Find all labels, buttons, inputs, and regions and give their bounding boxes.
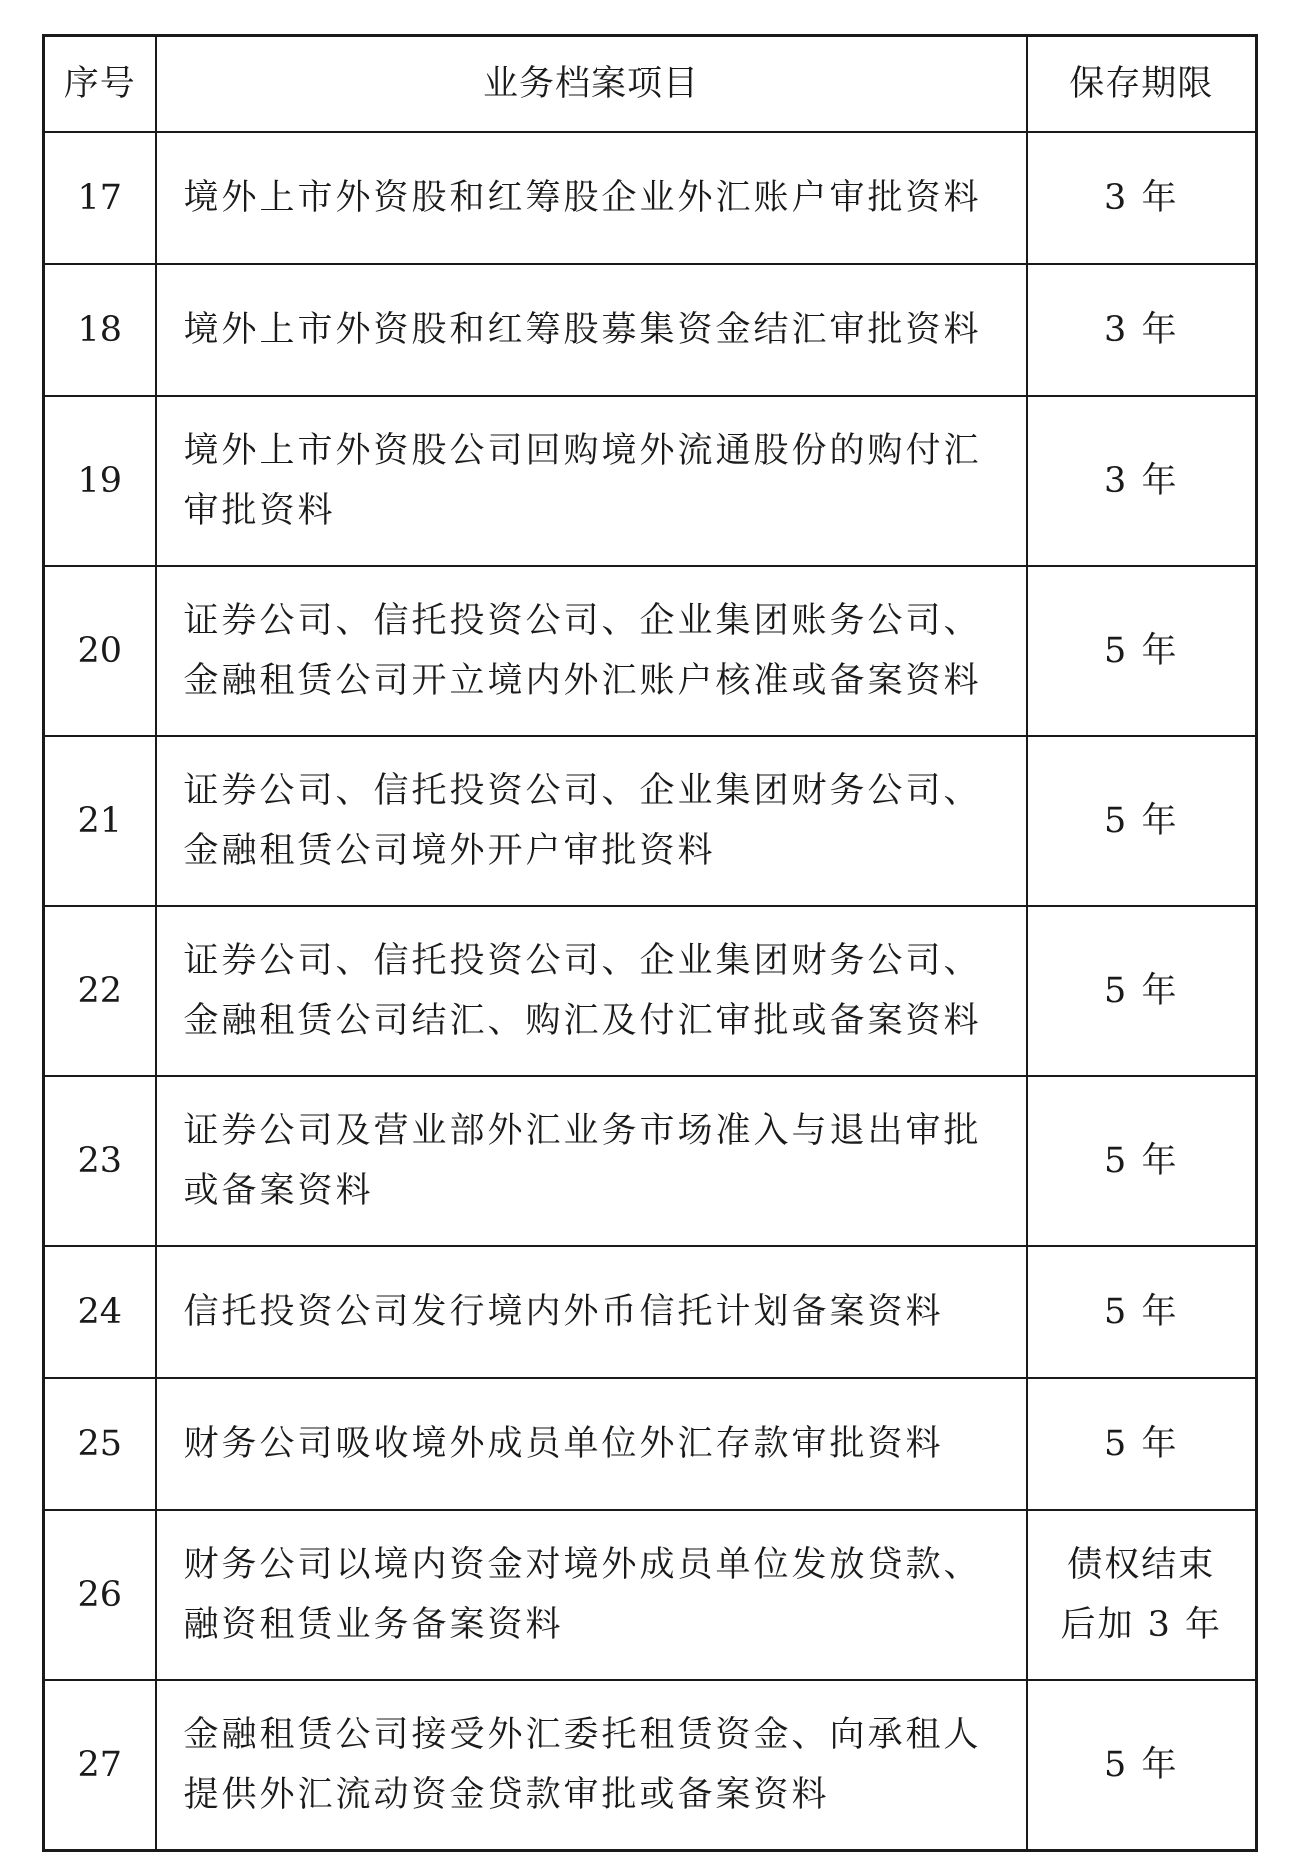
header-archive-item: 业务档案项目 bbox=[156, 36, 1027, 133]
retention-period-cell bbox=[1027, 736, 1257, 906]
serial-number-cell: 18 bbox=[44, 264, 156, 396]
archive-item-text: 金融租赁公司结汇、购汇及付汇审批或备案资料 bbox=[183, 1001, 982, 1041]
archive-item-text: 金融租赁公司开立境内外汇账户核准或备案资料 bbox=[183, 661, 982, 701]
retention-period-text: 5 年 bbox=[1104, 801, 1179, 841]
retention-period-text: 3 年 bbox=[1104, 178, 1179, 218]
archive-item-cell bbox=[156, 1076, 1027, 1246]
archive-item-cell bbox=[156, 736, 1027, 906]
table-row bbox=[44, 1378, 1257, 1510]
archive-item-text: 财务公司以境内资金对境外成员单位发放贷款、 bbox=[183, 1545, 982, 1585]
archive-item-cell bbox=[156, 1680, 1027, 1851]
table-row bbox=[44, 906, 1257, 1076]
archive-item-text: 金融租赁公司境外开户审批资料 bbox=[183, 831, 716, 871]
retention-period-text: 3 年 bbox=[1104, 310, 1179, 350]
archive-item-cell bbox=[156, 396, 1027, 566]
retention-period-text: 债权结束 bbox=[1067, 1545, 1216, 1585]
serial-number-cell: 26 bbox=[44, 1510, 156, 1680]
archive-item-text: 审批资料 bbox=[183, 491, 336, 531]
table-row bbox=[44, 566, 1257, 736]
archive-item-cell bbox=[156, 566, 1027, 736]
retention-period-cell bbox=[1027, 1076, 1257, 1246]
retention-period-text: 5 年 bbox=[1104, 971, 1179, 1011]
table-row bbox=[44, 1076, 1257, 1246]
archive-item-cell bbox=[156, 1510, 1027, 1680]
serial-number-cell: 24 bbox=[44, 1246, 156, 1378]
serial-number-cell: 25 bbox=[44, 1378, 156, 1510]
archive-item-text: 证券公司及营业部外汇业务市场准入与退出审批 bbox=[183, 1111, 982, 1151]
archive-retention-table bbox=[42, 34, 1258, 1852]
retention-period-cell bbox=[1027, 264, 1257, 396]
table-body bbox=[44, 132, 1257, 1851]
retention-period-text: 后加 3 年 bbox=[1060, 1605, 1223, 1645]
serial-number-cell: 21 bbox=[44, 736, 156, 906]
archive-item-cell bbox=[156, 1246, 1027, 1378]
archive-item-text: 境外上市外资股公司回购境外流通股份的购付汇 bbox=[183, 431, 982, 471]
archive-item-text: 财务公司吸收境外成员单位外汇存款审批资料 bbox=[183, 1424, 944, 1464]
table-row bbox=[44, 396, 1257, 566]
archive-item-cell bbox=[156, 264, 1027, 396]
table-header-row bbox=[44, 36, 1257, 133]
retention-period-text: 5 年 bbox=[1104, 1141, 1179, 1181]
retention-period-cell bbox=[1027, 1246, 1257, 1378]
serial-number-cell: 27 bbox=[44, 1680, 156, 1851]
archive-item-cell bbox=[156, 906, 1027, 1076]
table-row bbox=[44, 1680, 1257, 1851]
archive-item-text: 金融租赁公司接受外汇委托租赁资金、向承租人 bbox=[183, 1715, 982, 1755]
retention-period-cell bbox=[1027, 1378, 1257, 1510]
header-serial-number: 序号 bbox=[44, 36, 156, 133]
archive-item-text: 融资租赁业务备案资料 bbox=[183, 1605, 564, 1645]
archive-item-text: 证券公司、信托投资公司、企业集团财务公司、 bbox=[183, 941, 982, 981]
header-retention-period: 保存期限 bbox=[1027, 36, 1257, 133]
archive-item-cell bbox=[156, 132, 1027, 264]
serial-number-cell: 22 bbox=[44, 906, 156, 1076]
archive-item-text: 证券公司、信托投资公司、企业集团财务公司、 bbox=[183, 771, 982, 811]
retention-period-cell bbox=[1027, 1680, 1257, 1851]
retention-period-text: 5 年 bbox=[1104, 1292, 1179, 1332]
retention-period-text: 5 年 bbox=[1104, 1745, 1179, 1785]
archive-item-text: 境外上市外资股和红筹股企业外汇账户审批资料 bbox=[183, 178, 982, 218]
archive-item-text: 境外上市外资股和红筹股募集资金结汇审批资料 bbox=[183, 310, 982, 350]
table-row bbox=[44, 264, 1257, 396]
archive-item-text: 证券公司、信托投资公司、企业集团账务公司、 bbox=[183, 601, 982, 641]
serial-number-cell: 17 bbox=[44, 132, 156, 264]
table-row bbox=[44, 1246, 1257, 1378]
serial-number-cell: 19 bbox=[44, 396, 156, 566]
retention-period-text: 5 年 bbox=[1104, 1424, 1179, 1464]
retention-period-cell bbox=[1027, 906, 1257, 1076]
serial-number-cell: 23 bbox=[44, 1076, 156, 1246]
table-row bbox=[44, 1510, 1257, 1680]
retention-period-cell bbox=[1027, 132, 1257, 264]
serial-number-cell: 20 bbox=[44, 566, 156, 736]
table-row bbox=[44, 736, 1257, 906]
archive-item-cell bbox=[156, 1378, 1027, 1510]
archive-item-text: 提供外汇流动资金贷款审批或备案资料 bbox=[183, 1775, 830, 1815]
retention-period-text: 3 年 bbox=[1104, 461, 1179, 501]
archive-item-text: 信托投资公司发行境内外币信托计划备案资料 bbox=[183, 1292, 944, 1332]
table-row bbox=[44, 132, 1257, 264]
retention-period-cell bbox=[1027, 1510, 1257, 1680]
retention-period-cell bbox=[1027, 566, 1257, 736]
retention-period-text: 5 年 bbox=[1104, 631, 1179, 671]
archive-item-text: 或备案资料 bbox=[183, 1171, 374, 1211]
retention-period-cell bbox=[1027, 396, 1257, 566]
